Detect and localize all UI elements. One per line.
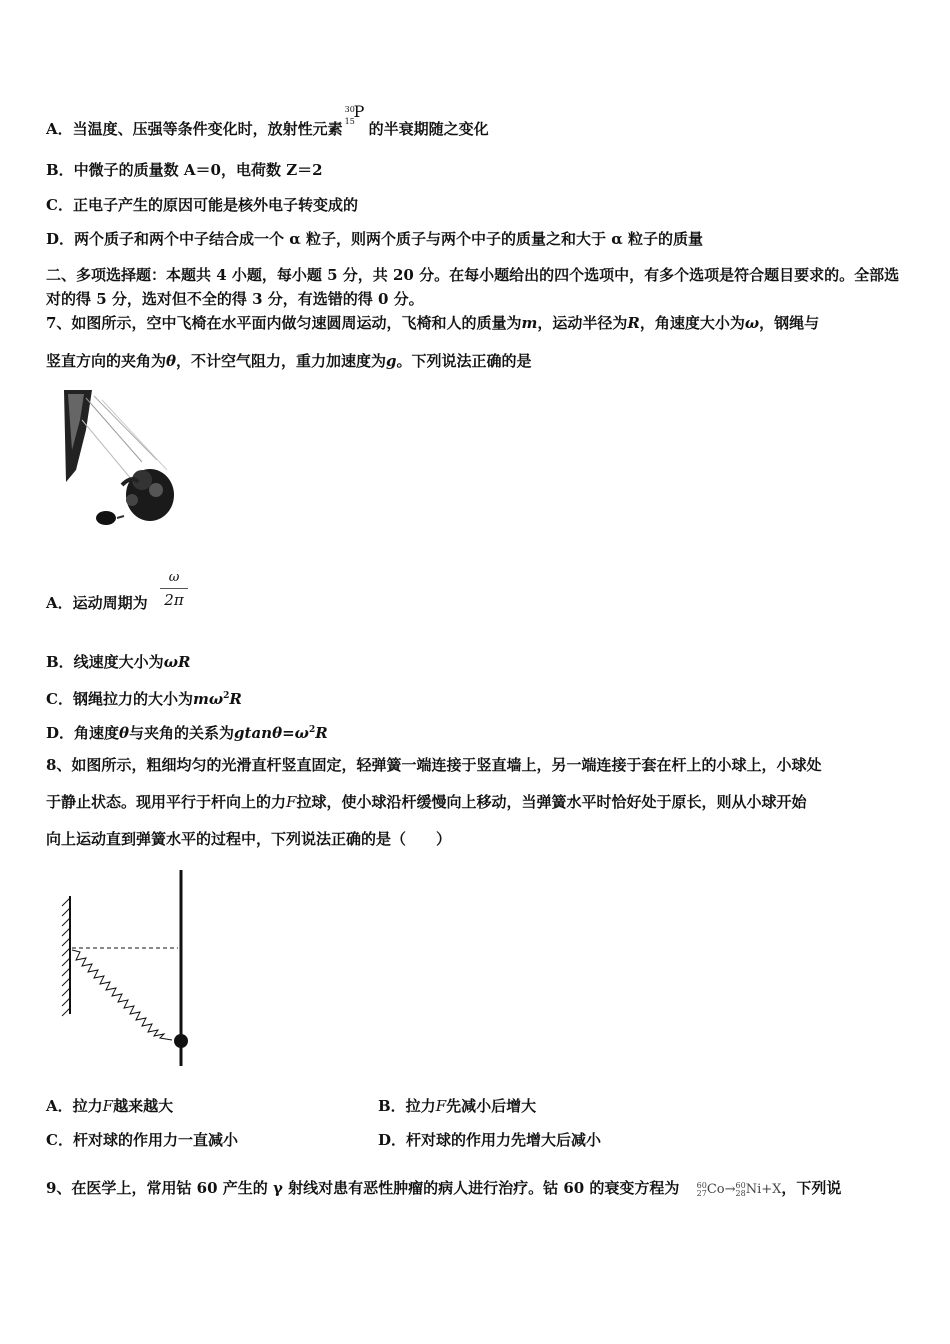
q8-option-b: B．拉力F先减小后增大: [378, 1097, 537, 1115]
q9-stem-line1: 9、在医学上，常用钴 60 产生的 γ 射线对患有恶性肿瘤的病人进行治疗。钴 60 的衰变方程为 60 27Co→60 28Ni+X，下列说: [46, 1178, 841, 1200]
flying-chair-photo: [62, 390, 182, 530]
q7-stem-line1: 7、如图所示，空中飞椅在水平面内做匀速圆周运动，飞椅和人的质量为m，运动半径为R，角速度大小为ω，钢绳与: [46, 314, 820, 332]
q7-option-b: B．线速度大小为ωR: [46, 653, 191, 671]
q8-stem-line3: 向上运动直到弹簧水平的过程中，下列说法正确的是（ ）: [46, 830, 452, 848]
q6-option-b: B．中微子的质量数 A＝0，电荷数 Z＝2: [46, 161, 323, 179]
section-heading-multiple-choice: 二、多项选择题：本题共 4 小题，每小题 5 分，共 20 分。在每小题给出的四个选项中，有多个选项是符合题目要求的。全部选对的得 5 分，选对但不全的得 3 分，有选错的得 0 分。: [46, 266, 900, 308]
phosphorus-isotope: 30 15 P: [344, 102, 365, 126]
q8-option-c: C．杆对球的作用力一直减小: [46, 1131, 238, 1149]
q7-option-a: A．运动周期为: [46, 594, 148, 612]
q7-stem-line2: 竖直方向的夹角为θ，不计空气阻力，重力加速度为g。下列说法正确的是: [46, 352, 532, 370]
q8-option-d: D．杆对球的作用力先增大后减小: [378, 1131, 602, 1149]
q6-option-c: C．正电子产生的原因可能是核外电子转变成的: [46, 196, 358, 214]
q7-option-c: C．钢绳拉力的大小为$m\omega^2R$: [46, 690, 242, 708]
q7-option-d: D．角速度θ与夹角的关系为$gtan\theta=\omega^2R$: [46, 724, 328, 742]
q8-option-a: A．拉力F越来越大: [46, 1097, 174, 1115]
q7-option-a-fraction: ω 2π: [160, 570, 188, 609]
q6-option-d: D．两个质子和两个中子结合成一个 α 粒子，则两个质子与两个中子的质量之和大于 α 粒子的质量: [46, 230, 703, 248]
q8-stem-line2: 于静止状态。现用平行于杆向上的力F拉球，使小球沿杆缓慢向上移动，当弹簧水平时恰好处于原长，则从小球开始: [46, 793, 807, 811]
spring-rod-diagram: [60, 868, 200, 1068]
cobalt-decay-equation: 60 27Co→60 28Ni+X: [696, 1180, 782, 1198]
q6-option-a: A．当温度、压强等条件变化时，放射性元素 30 15 P 的半衰期随之变化: [46, 102, 489, 138]
q8-stem-line1: 8、如图所示，粗细均匀的光滑直杆竖直固定，轻弹簧一端连接于竖直墙上，另一端连接于套在杆上的小球上，小球处: [46, 756, 822, 774]
